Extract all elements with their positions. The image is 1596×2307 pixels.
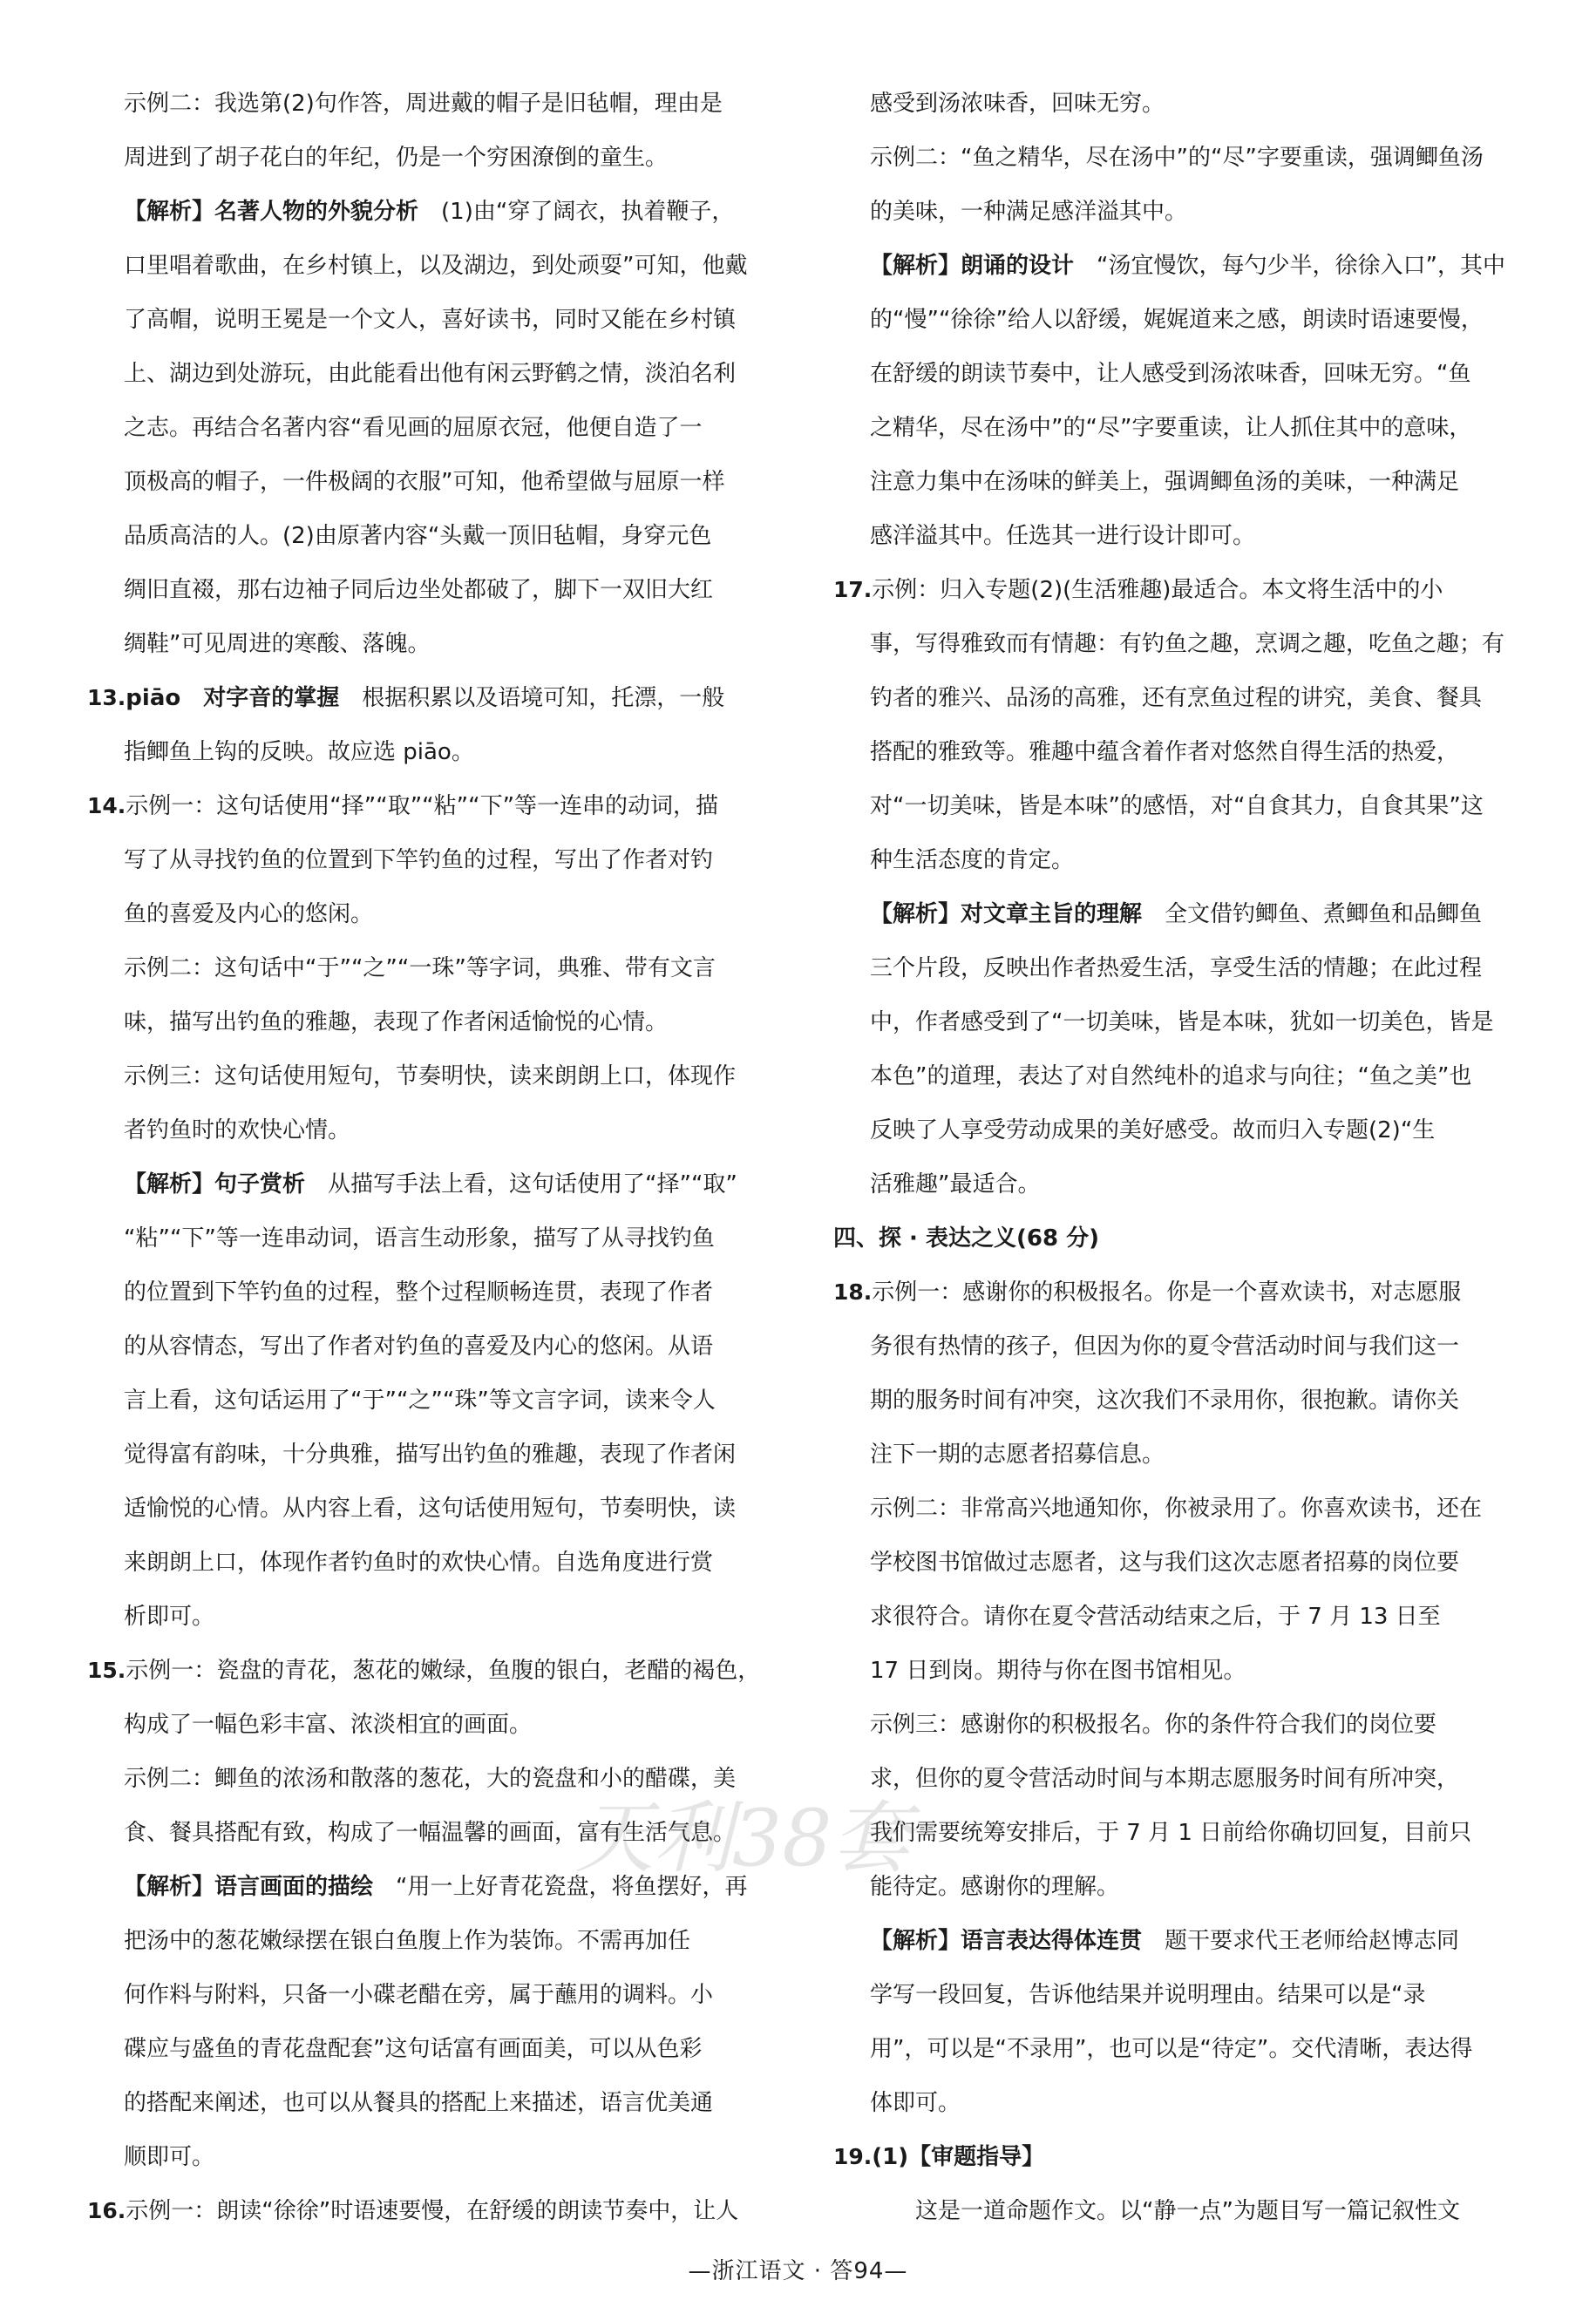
text-line [87,617,767,671]
body-text: “用一上好青花瓷盘，将鱼摆好，再 [373,1874,748,1900]
body-text: 注下一期的志愿者招募信息。 [870,1442,1165,1468]
body-text: 示例一：朗读“徐徐”时语速要慢，在舒缓的朗读节奏中，让人 [126,2198,739,2224]
body-text: 的“慢”“徐徐”给人以舒缓，娓娓道来之感，朗读时语速要慢， [870,307,1484,333]
text-line [833,401,1513,455]
body-text: 的从容情态，写出了作者对钓鱼的喜爱及内心的悠闲。从语 [124,1333,714,1360]
text-line [87,509,767,563]
text-line [833,1049,1513,1103]
body-text: 示例二：鲫鱼的浓汤和散落的葱花，大的瓷盘和小的醋碟，美 [124,1766,737,1792]
body-text: 适愉悦的心情。从内容上看，这句话使用短句，节奏明快，读 [124,1496,737,1522]
text-line [87,1157,767,1211]
body-text: 钓者的雅兴、品汤的高雅，还有烹鱼过程的讲究，美食、餐具 [870,685,1483,711]
text-line [87,185,767,239]
text-line [833,1428,1513,1482]
body-text: 用”，可以是“不录用”，也可以是“待定”。交代清晰，表达得 [870,2036,1473,2062]
text-line [833,239,1513,293]
text-line [87,2076,767,2130]
text-line [87,1536,767,1590]
text-line [833,77,1513,131]
text-line [833,1914,1513,1968]
body-text: 反映了人享受劳动成果的美好感受。故而归入专题(2)“生 [870,1117,1436,1143]
text-line [833,1103,1513,1157]
question-number: 17. [833,577,873,602]
body-text: 题干要求代王老师给赵博志同 [1142,1928,1460,1954]
body-text: 把汤中的葱花嫩绿摆在银白鱼腹上作为装饰。不需再加任 [124,1928,691,1954]
question-number: 15. [87,1658,126,1683]
text-line [87,455,767,509]
text-line [833,833,1513,887]
text-line [87,2022,767,2076]
body-text: 绸旧直裰，那右边袖子同后边坐处都破了，脚下一双旧大红 [124,577,714,603]
body-text: 期的服务时间有冲突，这次我们不录用你，很抱歉。请你关 [870,1388,1460,1414]
text-line [87,887,767,941]
text-line [87,1211,767,1265]
body-text: 言上看，这句话运用了“于”“之”“珠”等文言字词，读来令人 [124,1388,716,1414]
text-line [833,1265,1513,1320]
body-text: 求很符合。请你在夏令营活动结束之后，于 7 月 13 日至 [870,1604,1441,1630]
analysis-tag: 【解析】句子赏析 [124,1171,306,1198]
text-line [833,563,1513,617]
body-text: 根据积累以及语境可知，托漂，一般 [339,685,725,711]
text-line [833,1320,1513,1374]
text-line [87,1265,767,1320]
text-line [833,617,1513,671]
body-text: 的搭配来阐述，也可以从餐具的搭配上来描述，语言优美通 [124,2090,714,2116]
body-text: 口里唱着歌曲，在乡村镇上，以及湖边，到处顽耍”可知，他戴 [124,253,748,279]
right-column [833,77,1513,2238]
body-text: 示例二：我选第(2)句作答，周进戴的帽子是旧毡帽，理由是 [124,91,723,117]
text-line [87,1806,767,1860]
text-line [833,347,1513,401]
text-line [833,131,1513,185]
body-text: 感受到汤浓味香，回味无穷。 [870,91,1165,117]
analysis-tag: 【解析】对文章主旨的理解 [870,901,1143,927]
text-line [833,293,1513,347]
body-text: 顺即可。 [124,2144,215,2170]
text-line [87,1644,767,1698]
text-line [833,995,1513,1049]
body-text: 何作料与附料，只备一小碟老醋在旁，属于蘸用的调料。小 [124,1982,714,2008]
text-line [87,1428,767,1482]
section-heading: 四、探 · 表达之义(68 分) [833,1225,1099,1252]
text-line [833,725,1513,779]
text-line [833,1860,1513,1914]
body-text: 的美味，一种满足感洋溢其中。 [870,199,1188,225]
body-text: 感洋溢其中。任选其一进行设计即可。 [870,523,1256,549]
body-text: 觉得富有韵味，十分典雅，描写出钓鱼的雅趣，表现了作者闲 [124,1442,737,1468]
text-line [833,2184,1513,2238]
text-line [833,1806,1513,1860]
body-text: 品质高洁的人。(2)由原著内容“头戴一顶旧毡帽，身穿元色 [124,523,712,549]
text-line [833,455,1513,509]
body-text: 中，作者感受到了“一切美味，皆是本味，犹如一切美色，皆是 [870,1009,1494,1035]
text-line [833,1211,1513,1265]
text-line [87,2184,767,2238]
body-text: 对“一切美味，皆是本味”的感悟，对“自食其力，自食其果”这 [870,793,1484,819]
body-text: 活雅趣”最适合。 [870,1171,1041,1198]
analysis-tag: 【解析】朗诵的设计 [870,253,1075,279]
body-text: 能待定。感谢你的理解。 [870,1874,1120,1900]
body-text: 上、湖边到处游玩，由此能看出他有闲云野鹤之情，淡泊名利 [124,361,737,387]
text-line [87,1103,767,1157]
text-line [833,671,1513,725]
text-line [87,1482,767,1536]
question-number: 19. [833,2144,873,2169]
body-text: 之志。再结合名著内容“看见画的屈原衣冠，他便自造了一 [124,415,703,441]
text-line [87,995,767,1049]
text-line [87,725,767,779]
body-text: 了高帽，说明王冕是一个文人，喜好读书，同时又能在乡村镇 [124,307,737,333]
page-footer: —浙江语文 · 答94— [688,2258,908,2284]
text-line [87,941,767,995]
body-text: 全文借钓鲫鱼、煮鲫鱼和品鲫鱼 [1142,901,1483,927]
body-text: (1)由“穿了阔衣，执着鞭子， [418,199,735,225]
text-line [833,509,1513,563]
text-line [87,1914,767,1968]
text-line [833,2130,1513,2184]
text-line [833,1157,1513,1211]
analysis-tag: 【解析】语言表达得体连贯 [870,1928,1143,1954]
text-line [87,779,767,833]
body-text: 本色”的道理，表达了对自然纯朴的追求与向往；“鱼之美”也 [870,1063,1472,1089]
body-text: 示例：归入专题(2)(生活雅趣)最适合。本文将生活中的小 [872,577,1443,603]
question-number: 14. [87,793,126,818]
text-line [833,1536,1513,1590]
body-text: 的位置到下竿钓鱼的过程，整个过程顺畅连贯，表现了作者 [124,1279,714,1306]
text-line [833,1482,1513,1536]
text-line [87,2130,767,2184]
text-line [87,563,767,617]
text-line [87,1752,767,1806]
text-line [87,1590,767,1644]
body-text: 周进到了胡子花白的年纪，仍是一个穷困潦倒的童生。 [124,145,669,171]
body-text: 鱼的喜爱及内心的悠闲。 [124,901,374,927]
text-line [87,1374,767,1428]
text-line [87,293,767,347]
body-text: 者钓鱼时的欢快心情。 [124,1117,351,1143]
watermark-text: 天利38套 [575,1793,911,1884]
text-line [833,1590,1513,1644]
body-text: 学写一段回复，告诉他结果并说明理由。结果可以是“录 [870,1982,1426,2008]
body-text: 示例二：非常高兴地通知你，你被录用了。你喜欢读书，还在 [870,1496,1483,1522]
body-text: 求，但你的夏令营活动时间与本期志愿服务时间有所冲突， [870,1766,1460,1792]
body-text: 示例二：这句话中“于”“之”“一珠”等字词，典雅、带有文言 [124,955,716,981]
body-text: 17 日到岗。期待与你在图书馆相见。 [870,1658,1246,1684]
analysis-tag: piāo 对字音的掌握 [126,685,340,711]
body-text: 事，写得雅致而有情趣：有钓鱼之趣，烹调之趣，吃鱼之趣；有 [870,631,1505,657]
text-line [833,1374,1513,1428]
body-text: 搭配的雅致等。雅趣中蕴含着作者对悠然自得生活的热爱， [870,739,1460,765]
question-number: 16. [87,2198,126,2223]
left-column [87,77,767,2238]
text-line [87,239,767,293]
body-text: 学校图书馆做过志愿者，这与我们这次志愿者招募的岗位要 [870,1550,1460,1576]
body-text: 析即可。 [124,1604,215,1630]
text-line [87,347,767,401]
body-text: 绸鞋”可见周进的寒酸、落魄。 [124,631,431,657]
text-line [87,401,767,455]
analysis-tag: (1)【审题指导】 [872,2144,1045,2170]
analysis-tag: 【解析】语言画面的描绘 [124,1874,374,1900]
text-line [87,833,767,887]
body-text: 示例一：这句话使用“择”“取”“粘”“下”等一连串的动词，描 [126,793,719,819]
text-line [833,1644,1513,1698]
text-line [87,1968,767,2022]
text-line [87,131,767,185]
body-text: 碟应与盛鱼的青花盘配套”这句话富有画面美，可以从色彩 [124,2036,703,2062]
text-line [833,2022,1513,2076]
question-number: 18. [833,1279,873,1305]
text-line [833,887,1513,941]
text-line [87,1049,767,1103]
text-line [833,1752,1513,1806]
body-text: 在舒缓的朗读节奏中，让人感受到汤浓味香，回味无穷。“鱼 [870,361,1471,387]
text-line [87,77,767,131]
body-text: 这是一道命题作文。以“静一点”为题目写一篇记叙性文 [870,2198,1460,2224]
body-text: 指鲫鱼上钩的反映。故应选 piāo。 [124,739,474,765]
body-text: 示例一：感谢你的积极报名。你是一个喜欢读书，对志愿服 [872,1279,1462,1306]
text-line [87,1320,767,1374]
body-text: 顶极高的帽子，一件极阔的衣服”可知，他希望做与屈原一样 [124,469,725,495]
body-text: 体即可。 [870,2090,961,2116]
text-line [833,1698,1513,1752]
question-number: 13. [87,685,126,710]
body-text: 之精华，尽在汤中”的“尽”字要重读，让人抓住其中的意味， [870,415,1472,441]
text-line [87,1860,767,1914]
body-text: 种生活态度的肯定。 [870,847,1075,873]
body-text: 从描写手法上看，这句话使用了“择”“取” [305,1171,737,1198]
body-text: 味，描写出钓鱼的雅趣，表现了作者闲适愉悦的心情。 [124,1009,669,1035]
body-text: 写了从寻找钓鱼的位置到下竿钓鱼的过程，写出了作者对钓 [124,847,714,873]
body-text: “粘”“下”等一连串动词，语言生动形象，描写了从寻找钓鱼 [124,1225,715,1252]
body-text: 示例三：感谢你的积极报名。你的条件符合我们的岗位要 [870,1712,1437,1738]
text-line [87,1698,767,1752]
text-line [833,1968,1513,2022]
body-text: 示例一：瓷盘的青花，葱花的嫩绿，鱼腹的银白，老醋的褐色， [126,1658,761,1684]
text-line [87,671,767,725]
body-text: “汤宜慢饮，每勺少半，徐徐入口”，其中 [1074,253,1505,279]
body-text: 注意力集中在汤味的鲜美上，强调鲫鱼汤的美味，一种满足 [870,469,1460,495]
text-line [833,779,1513,833]
body-text: 食、餐具搭配有致，构成了一幅温馨的画面，富有生活气息。 [124,1820,737,1846]
analysis-tag: 【解析】名著人物的外貌分析 [124,199,419,225]
body-text: 我们需要统筹安排后，于 7 月 1 日前给你确切回复，目前只 [870,1820,1472,1846]
text-line [833,185,1513,239]
body-text: 示例三：这句话使用短句，节奏明快，读来朗朗上口，体现作 [124,1063,737,1089]
body-text: 来朗朗上口，体现作者钓鱼时的欢快心情。自选角度进行赏 [124,1550,714,1576]
body-text: 示例二：“鱼之精华，尽在汤中”的“尽”字要重读，强调鲫鱼汤 [870,145,1484,171]
body-text: 务很有热情的孩子，但因为你的夏令营活动时间与我们这一 [870,1333,1460,1360]
body-text: 三个片段，反映出作者热爱生活，享受生活的情趣；在此过程 [870,955,1483,981]
text-line [833,941,1513,995]
text-line [833,2076,1513,2130]
body-text: 构成了一幅色彩丰富、浓淡相宜的画面。 [124,1712,533,1738]
